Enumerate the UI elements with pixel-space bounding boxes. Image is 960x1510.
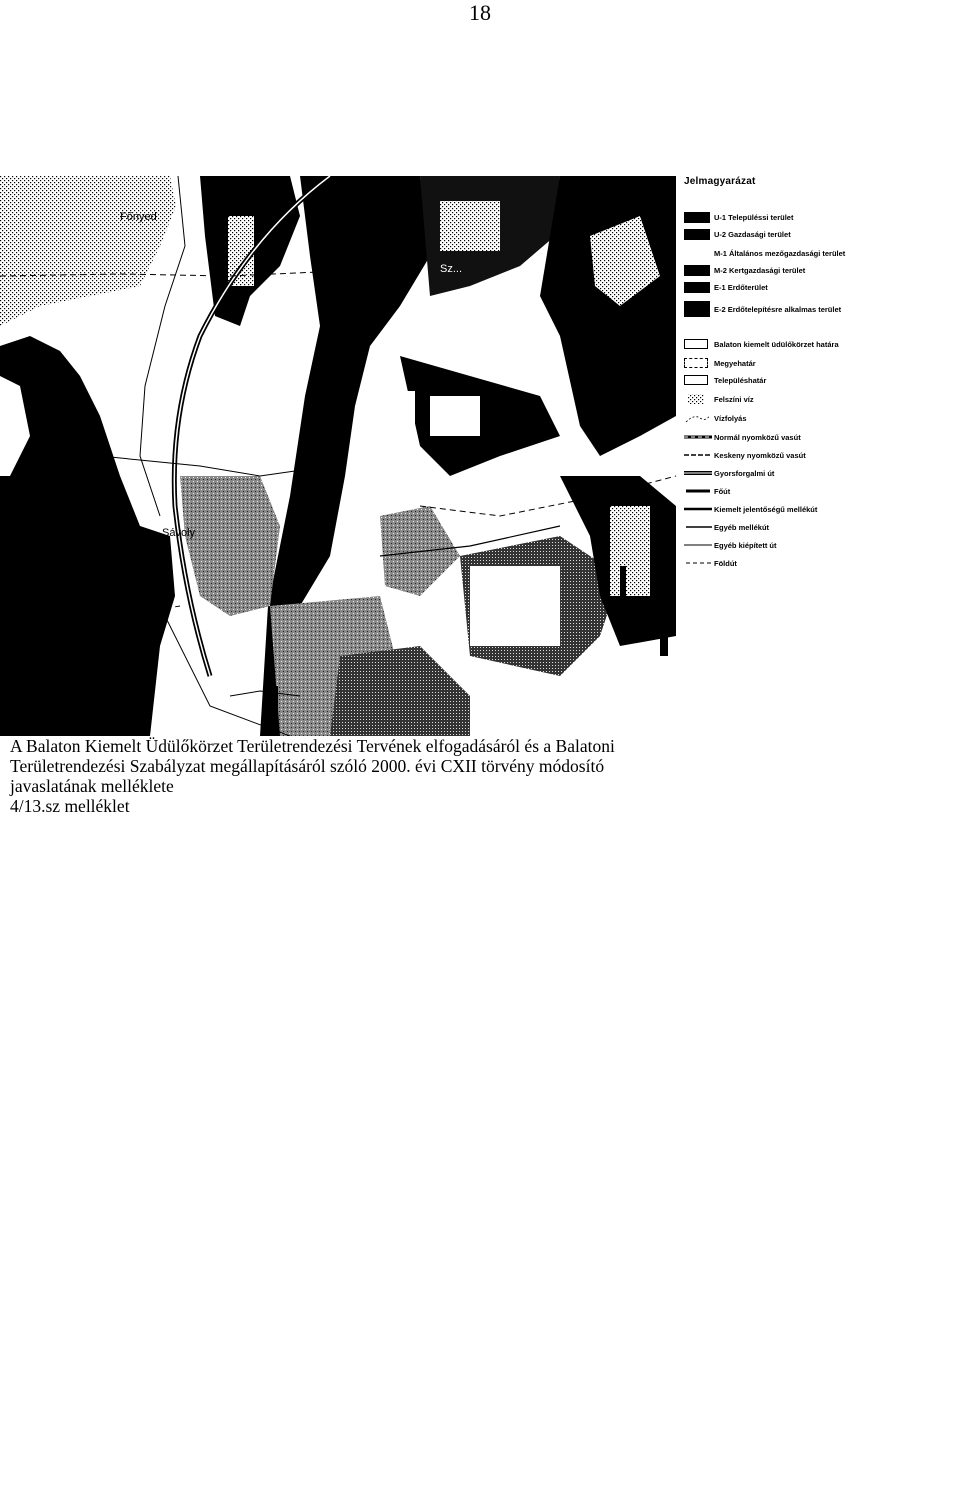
- caption-line-4: 4/13.sz melléklet: [10, 796, 130, 816]
- legend-item-main-road: Főút: [714, 486, 731, 496]
- legend-fill-swatch: [684, 212, 710, 223]
- legend-item-secondary-road: Kiemelt jelentőségű mellékút: [714, 504, 818, 514]
- legend-item-u1: U-1 Településsi terület: [684, 210, 954, 224]
- place-label-fonyed: Fõnyed: [120, 211, 157, 223]
- legend-item-county-border: Megyehatár: [684, 356, 954, 370]
- legend-fill-swatch: [684, 229, 710, 240]
- legend-item-u2: U-2 Gazdasági terület: [684, 227, 954, 241]
- legend-item-m1: M-1 Általános mezőgazdasági terület: [714, 248, 846, 258]
- legend-item-dirt-road: Földút: [714, 558, 737, 568]
- caption-line-1: A Balaton Kiemelt Üdülőkörzet Területrendezési Tervének elfogadásáról és a Balatoni: [10, 736, 615, 756]
- legend-item-rail-normal: Normál nyomközű vasút: [714, 432, 801, 442]
- legend-fill-swatch: [684, 282, 710, 293]
- figure-caption: [10, 736, 950, 816]
- legend-item-e1: E-1 Erdőterület: [684, 280, 954, 294]
- legend-item-motorway: Gyorsforgalmi út: [714, 468, 775, 478]
- legend-title: Jelmagyarázat: [684, 176, 756, 187]
- caption-line-3: javaslatának melléklete: [10, 776, 174, 796]
- place-label-savoly: Sávoly: [162, 527, 196, 539]
- place-label-sz: Sz...: [440, 263, 463, 275]
- legend-item-boundary-balaton: Balaton kiemelt üdülőkörzet határa: [684, 337, 954, 351]
- legend-item-stream: Vízfolyás: [684, 411, 954, 425]
- legend-item-rail-narrow: Keskeny nyomközű vasút: [714, 450, 806, 460]
- caption-line-2: Területrendezési Szabályzat megállapításáról szóló 2000. évi CXII törvény módosító: [10, 756, 605, 776]
- legend-item-paved-road: Egyéb kiépített út: [714, 540, 777, 550]
- legend-item-settlement-border: Településhatár: [684, 373, 954, 387]
- legend-fill-swatch: [684, 265, 710, 276]
- legend-fill-swatch: [684, 301, 710, 317]
- legend-item-surface-water: Felszíni víz: [684, 392, 954, 406]
- legend-item-minor-road: Egyéb mellékút: [714, 522, 770, 532]
- page-number: 18: [469, 0, 491, 25]
- legend-item-m2: M-2 Kertgazdasági terület: [684, 263, 954, 277]
- legend-item-e2: E-2 Erdőtelepítésre alkalmas terület: [684, 302, 954, 316]
